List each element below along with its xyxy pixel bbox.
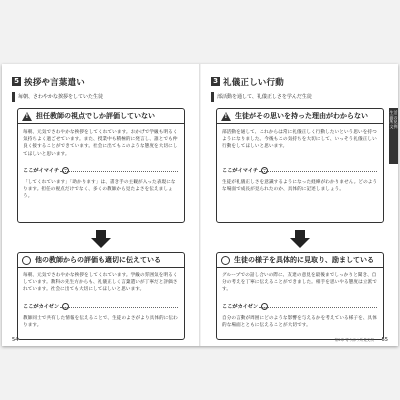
circle-icon — [221, 256, 230, 265]
dotted-rule — [259, 171, 377, 172]
left-page-number: 54 — [12, 337, 19, 343]
dotted-rule — [60, 171, 178, 172]
right-good-example-title: 生徒の様子を具体的に見取り、励ましている — [234, 256, 374, 264]
running-footer: 第2章 寄り添う所見文例 — [334, 338, 374, 342]
right-page-number: 55 — [381, 337, 388, 343]
left-subtitle: 毎朝、さわやかな挨拶をしていた生徒 — [12, 92, 190, 102]
left-good-example-text: 毎朝、元気でさわやかな挨拶をしてくれています。学級の雰囲気を明るくしています。教科の先生方からも、礼儀正しく言葉遣いが丁寧だと評価されています。社会に出ても大切にしてほしいと思います。 — [23, 273, 178, 293]
dotted-rule — [60, 307, 178, 308]
left-section-heading — [12, 75, 190, 88]
warning-icon — [22, 112, 32, 121]
left-good-example-box — [17, 252, 185, 340]
left-section-number: 5 — [12, 77, 21, 86]
frown-face-icon: ︶ — [262, 168, 267, 173]
left-bad-example-text: 毎朝、元気でさわやかな挨拶をしてくれています。おかげで学級も明るく気持ちよく過ごせています。また、授業中も積極的に発言し、誰とでも仲良く接することができています。社会に出てもこのような態度を大切にしてほしいと思います。 — [23, 130, 178, 157]
smile-face-icon: ◡ — [63, 304, 68, 309]
right-subtitle: 部活動を通して、礼儀正しさを学んだ生徒 — [211, 92, 389, 102]
circle-icon — [22, 256, 31, 265]
right-point2-label: ここがカイゼン — [222, 304, 259, 310]
right-section-heading — [211, 75, 389, 88]
left-bad-example-box — [17, 108, 185, 223]
frown-face-icon: ︶ — [63, 168, 68, 173]
right-bad-example-box — [216, 108, 384, 223]
warning-icon — [221, 112, 231, 121]
dotted-rule — [259, 307, 377, 308]
smile-face-icon: ◡ — [262, 304, 267, 309]
chapter-side-tab: 生活面の所見文例 — [389, 108, 398, 164]
right-bad-example-text: 部活動を通して、これからは常に礼儀正しく行動したいという思いを持つようになりました。今後もこの気持ちを大切にして、いっそう礼儀正しい行動をしてほしいと思います。 — [222, 130, 377, 150]
right-page — [201, 64, 398, 346]
left-bad-example-title: 担任教師の視点でしか評価していない — [36, 112, 155, 120]
right-point-text: 生徒が礼儀正しさを意識するようになった経緯がわかりません。どのような場面で成長が見られたのか、具体的に記述しましょう。 — [222, 180, 378, 193]
right-point-label: ここがイマイチ — [222, 168, 259, 174]
right-good-example-text: グループでの話し合いの際に、友達の意見を最後までしっかりと聞き、自分の考えを丁寧に伝えることができました。相手を思いやる態度は立派です。 — [222, 273, 377, 293]
left-section-title: 挨拶や言葉遣い — [24, 77, 85, 88]
book-spread — [2, 64, 398, 346]
right-good-example-box — [216, 252, 384, 340]
right-bad-example-header — [217, 109, 383, 124]
left-page — [2, 64, 199, 346]
left-good-example-title: 他の教師からの評価も適切に伝えている — [35, 256, 161, 264]
left-bad-example-header — [18, 109, 184, 124]
left-point2-label: ここがカイゼン — [23, 304, 60, 310]
down-arrow-icon — [91, 230, 111, 248]
right-section-number: 3 — [211, 77, 220, 86]
left-point-text: 「してくれています」「助かります」は、書き手の主観が入った表現になります。担任の視点だけでなく、多くの教師から見たよさを伝えましょう。 — [23, 180, 176, 200]
down-arrow-icon — [290, 230, 310, 248]
right-point2-text: 自分の言動が周囲にどのような影響を与えるかを考えている様子を、具体的な場面とともに伝えることが大切です。 — [222, 316, 377, 329]
right-good-example-header — [217, 253, 383, 268]
left-good-example-header — [18, 253, 184, 268]
right-bad-example-title: 生徒がその思いを持った理由がわからない — [235, 112, 368, 120]
left-point-label: ここがイマイチ — [23, 168, 60, 174]
left-point2-text: 教師同士で共有した情報を伝えることで、生徒のよさがより具体的に伝わります。 — [23, 316, 178, 329]
right-section-title: 礼儀正しい行動 — [223, 77, 284, 88]
